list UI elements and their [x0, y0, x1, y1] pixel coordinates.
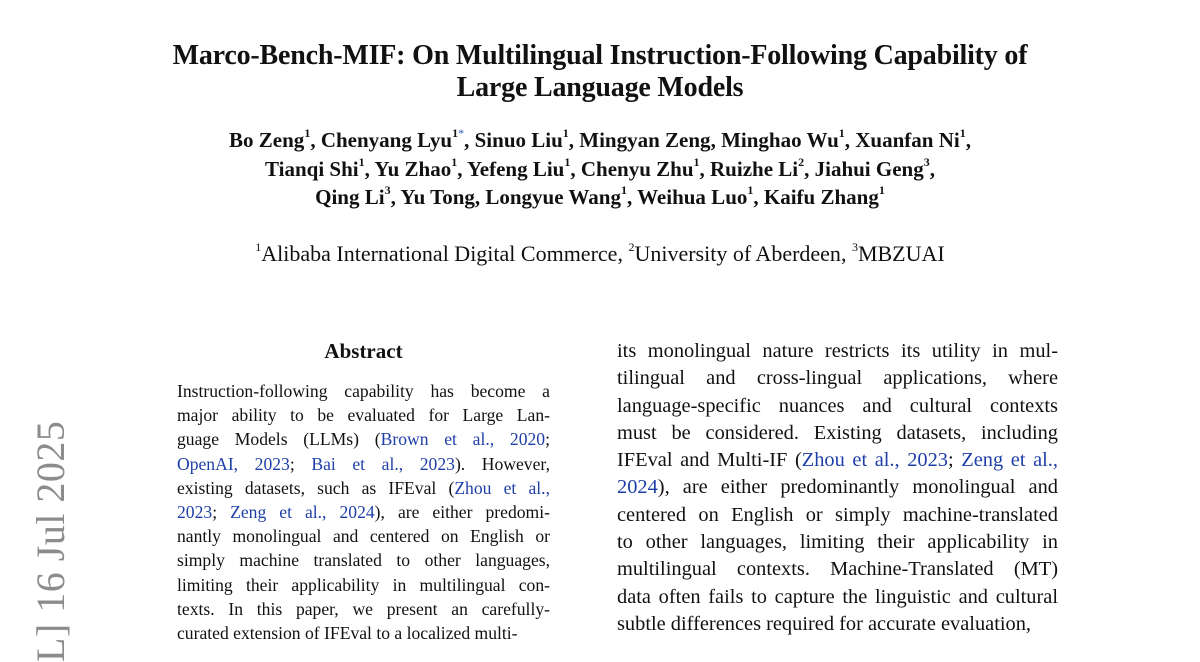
text-line: [617, 556, 1058, 583]
author-line: Bo Zeng$^1$, Chenyang Lyu$^{1*}$, Sinuo Liu$^1$, Mingyan Zeng, Minghao Wu$^1$, Xuanfan Ni$^1$,: [229, 126, 971, 152]
affiliation-number: 3: [851, 239, 858, 254]
author-line: Qing Li$^3$, Yu Tong, Longyue Wang$^1$, Weihua Luo$^1$, Kaifu Zhang$^1$: [315, 183, 885, 209]
text-segment: centered on English or simply machine-translated: [617, 503, 1058, 526]
abstract-heading: Abstract: [324, 339, 403, 363]
author-affiliation-mark: 1: [838, 126, 845, 140]
author-affiliation-mark: 1: [747, 183, 754, 197]
author-affiliation-mark: 1: [693, 154, 700, 169]
text-line: [617, 474, 1058, 501]
text-segment: major ability to be evaluated for Large Lan-: [177, 405, 550, 426]
citation-link[interactable]: Brown et al., 2020: [380, 429, 546, 450]
abstract-text-column: [177, 379, 550, 645]
author-name: Minghao Wu: [721, 128, 839, 152]
text-line: [617, 529, 1058, 556]
arxiv-identifier-stamp: L] 16 Jul 2025: [28, 420, 73, 662]
author-affiliation-mark: 1: [620, 183, 627, 197]
author-affiliation-mark: 1*: [452, 126, 465, 140]
text-segment: its monolingual nature restricts its utility in mul-: [617, 340, 1058, 362]
author-name: Qing Li: [315, 185, 385, 209]
text-line: [177, 548, 550, 572]
author-affiliation-mark: 1: [564, 154, 571, 169]
text-segment: ), are either predomi-: [374, 501, 550, 522]
author-name: Chenyu Zhu: [580, 156, 694, 181]
author-name: Longyue Wang: [485, 185, 621, 209]
citation-link[interactable]: 2023: [177, 501, 213, 522]
author-name: Yu Zhao: [374, 156, 452, 181]
citation-link[interactable]: OpenAI, 2023: [177, 453, 290, 474]
text-line: [617, 584, 1058, 611]
text-segment: texts. In this paper, we present an carefully-: [177, 598, 550, 619]
author-name: Mingyan Zeng: [579, 128, 711, 152]
author-affiliation-mark: 1: [562, 126, 569, 140]
author-affiliation-mark: 1: [878, 183, 885, 197]
text-line: [177, 427, 550, 451]
affiliation-list: $^1$Alibaba International Digital Commerce, $^2$University of Aberdeen, $^3$MBZUAI: [255, 239, 945, 266]
author-affiliation-mark: 2: [798, 154, 805, 169]
title-line-2: Large Language Models: [456, 72, 744, 103]
text-line: [177, 452, 550, 476]
author-name: Bo Zeng: [229, 128, 305, 152]
author-list: [100, 126, 1100, 212]
author-affiliation-mark: 1: [304, 126, 311, 140]
affiliation-name: University of Aberdeen: [634, 241, 841, 266]
text-segment: subtle differences required for accurate evaluation,: [617, 612, 1032, 635]
text-segment: limiting their applicability in multilingual con-: [177, 574, 550, 595]
text-line: [617, 338, 1058, 365]
text-line: [617, 420, 1058, 447]
introduction-text-column: [617, 338, 1058, 638]
affiliation-number: 1: [255, 239, 262, 254]
text-segment: nantly monolingual and centered on English or: [177, 526, 550, 547]
text-line: [617, 393, 1058, 420]
text-line: [617, 502, 1058, 529]
text-segment: tilingual and cross-lingual applications, where: [617, 367, 1058, 390]
text-segment: to other languages, limiting their applicability in: [617, 531, 1058, 554]
text-line: [617, 611, 1058, 638]
author-affiliation-mark: 1: [451, 154, 458, 169]
citation-link[interactable]: Bai et al., 2023: [311, 453, 455, 474]
text-segment: data often fails to capture the linguistic and cultural: [617, 585, 1058, 608]
text-segment: curated extension of IFEval to a localized multi-: [177, 622, 518, 643]
text-segment: ;: [545, 429, 550, 450]
paper-title: [100, 40, 1100, 104]
affiliation-name: MBZUAI: [857, 241, 945, 266]
text-line: [177, 476, 550, 500]
author-name: Tianqi Shi: [265, 156, 359, 181]
author-line: Tianqi Shi$^1$, Yu Zhao$^1$, Yefeng Liu$^1$, Chenyu Zhu$^1$, Ruizhe Li$^2$, Jiahui Geng$^3$,: [265, 154, 935, 181]
citation-link[interactable]: Zeng et al., 2024: [230, 501, 375, 522]
text-line: [177, 524, 550, 548]
affiliation-name: Alibaba International Digital Commerce: [261, 241, 618, 266]
text-segment: ), are either predominantly monolingual and: [657, 476, 1058, 499]
corresponding-author-mark: *: [458, 126, 465, 140]
author-affiliation-mark: 1: [358, 154, 365, 169]
author-name: Jiahui Geng: [814, 156, 924, 181]
citation-link[interactable]: Zeng et al.,: [961, 449, 1058, 472]
text-segment: ;: [948, 449, 962, 472]
title-line-1: Marco-Bench-MIF: On Multilingual Instruction-Following Capability of: [172, 40, 1028, 71]
author-affiliation-mark: 1: [959, 126, 966, 140]
author-name: Ruizhe Li: [710, 156, 799, 181]
text-line: [177, 573, 550, 597]
text-segment: Instruction-following capability has become a: [177, 381, 550, 401]
text-line: [617, 365, 1058, 392]
text-segment: simply machine translated to other languages,: [177, 550, 550, 571]
citation-link[interactable]: Zhou et al.,: [454, 477, 550, 498]
author-affiliation-mark: 3: [923, 154, 930, 169]
author-name: Chenyang Lyu: [320, 128, 453, 152]
author-name: Kaifu Zhang: [763, 185, 879, 209]
author-name: Xuanfan Ni: [855, 128, 960, 152]
text-segment: ). However,: [454, 453, 550, 474]
text-line: [177, 403, 550, 427]
affiliation-number: 2: [628, 239, 635, 254]
text-segment: IFEval and Multi-IF (: [617, 449, 802, 472]
text-segment: existing datasets, such as IFEval (: [177, 477, 455, 498]
citation-link[interactable]: 2024: [617, 476, 658, 499]
citation-link[interactable]: Zhou et al., 2023: [801, 449, 949, 472]
text-segment: ;: [289, 453, 312, 474]
author-name: Weihua Luo: [637, 185, 748, 209]
text-line: [617, 447, 1058, 474]
text-segment: ;: [212, 501, 231, 522]
text-segment: must be considered. Existing datasets, including: [617, 421, 1058, 444]
text-line: [177, 621, 550, 645]
author-name: Yefeng Liu: [466, 156, 565, 181]
author-name: Yu Tong: [400, 185, 475, 209]
text-line: [177, 500, 550, 524]
text-line: [177, 597, 550, 621]
text-segment: guage Models (LLMs) (: [177, 429, 381, 450]
author-affiliation-mark: 3: [384, 183, 391, 197]
text-line: [177, 379, 550, 403]
text-segment: multilingual contexts. Machine-Translated (MT): [617, 558, 1058, 581]
author-name: Sinuo Liu: [474, 128, 563, 152]
text-segment: language-specific nuances and cultural contexts: [617, 394, 1058, 417]
